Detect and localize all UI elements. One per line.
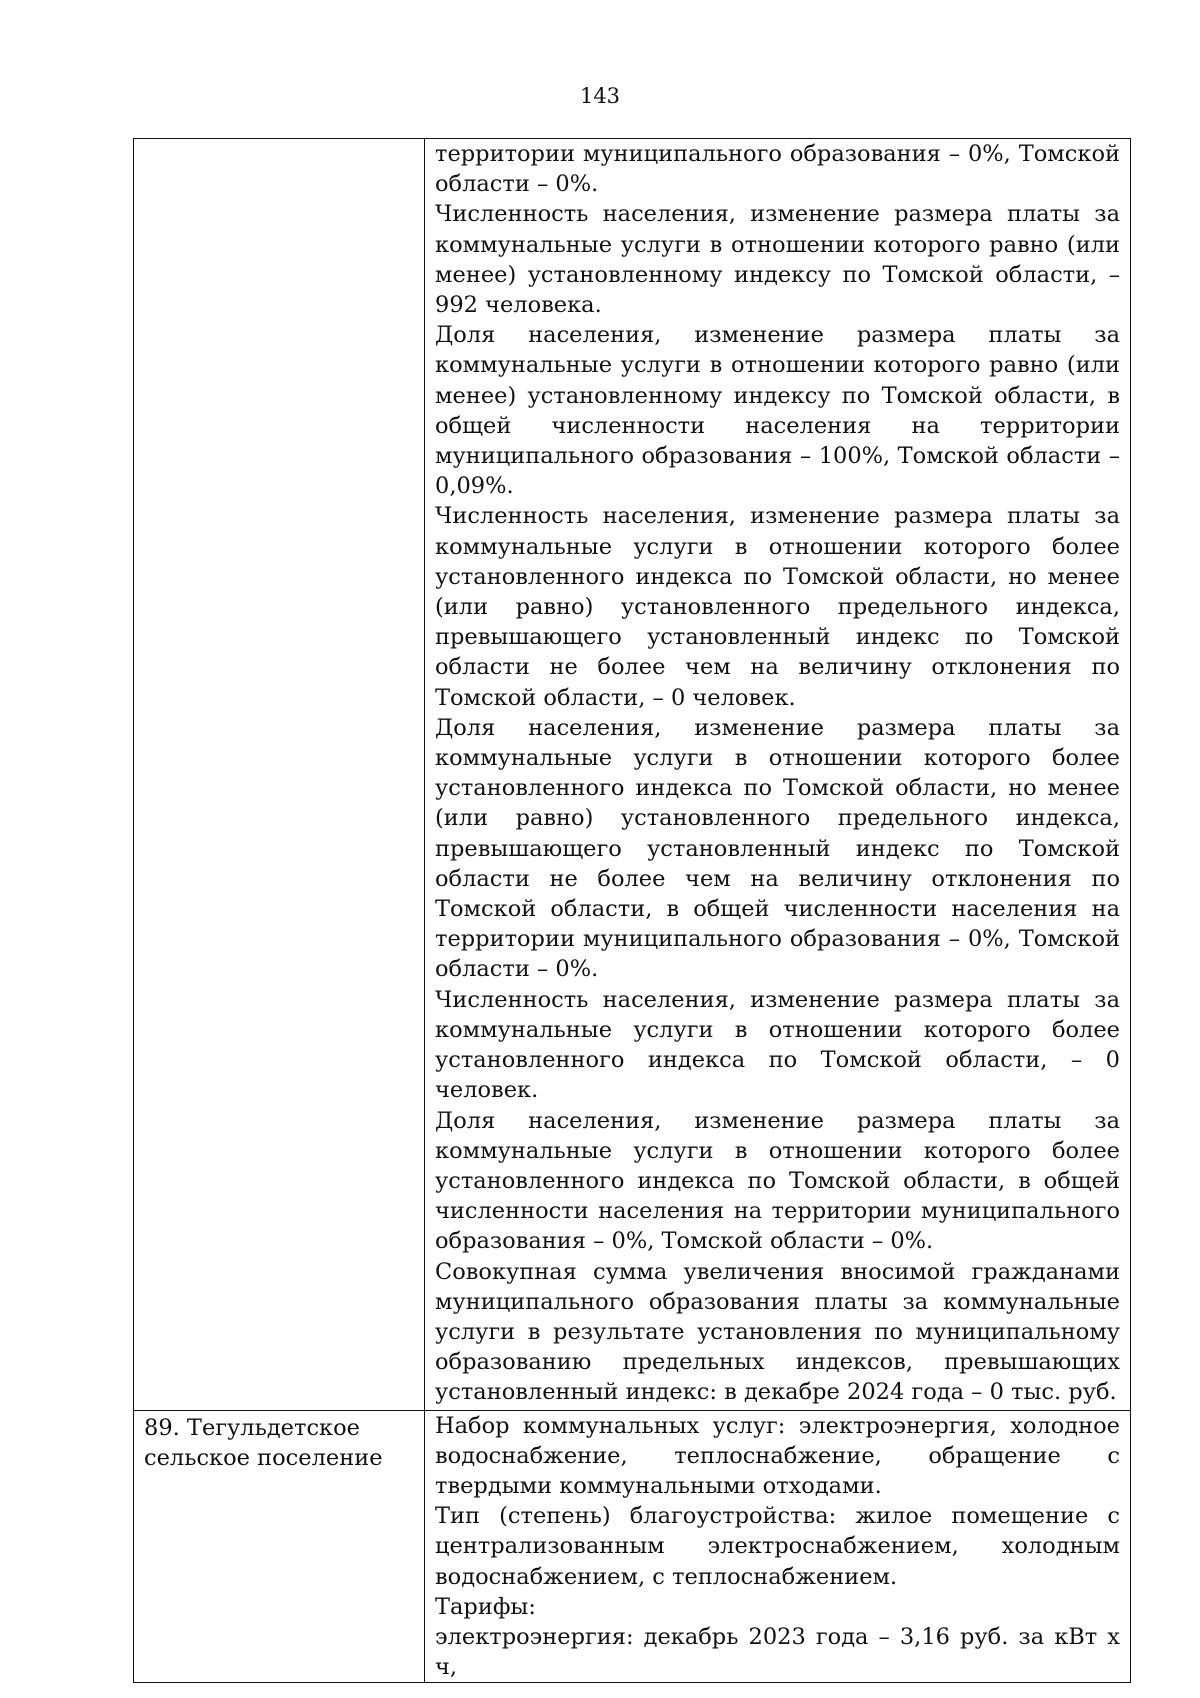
paragraph: Набор коммунальных услуг: электроэнергия, холодное водоснабжение, теплоснабжение, обращение с твердыми коммунальными отходами. <box>435 1412 1120 1499</box>
paragraph: Доля населения, изменение размера платы за коммунальные услуги в отношении которого более установленного индекса по Томской области, в общей численности населения на территории муниципального образования – 0%, Томской области – 0%. <box>435 1107 1120 1255</box>
paragraph: территории муниципального образования – 0%, Томской области – 0%. <box>435 141 1120 198</box>
paragraph: Совокупная сумма увеличения вносимой гражданами муниципального образования платы за коммунальные услуги в результате установления по муниципальному образованию предельных индексов, превышающих установленный индекс: в декабре 2024 года – 0 тыс. руб. <box>435 1258 1120 1406</box>
municipality-cell: 89. Тегульдетское сельское поселение <box>134 1410 425 1683</box>
paragraph: Численность населения, изменение размера платы за коммунальные услуги в отношении которого равно (или менее) установленному индексу по Томской области, – 992 человека. <box>435 201 1120 319</box>
paragraph: электроэнергия: декабрь 2023 года – 3,16 руб. за кВт х ч, <box>435 1623 1120 1681</box>
table-row <box>134 139 1131 1411</box>
description-cell <box>425 139 1131 1411</box>
page-number: 143 <box>579 84 621 108</box>
paragraph: Доля населения, изменение размера платы за коммунальные услуги в отношении которого равно (или менее) установленному индексу по Томской области, в общей численности населения на территории муниципального образования – 100%, Томской области – 0,09%. <box>435 322 1120 500</box>
municipality-cell <box>134 139 425 1411</box>
paragraph: Доля населения, изменение размера платы за коммунальные услуги в отношении которого более установленного индекса по Томской области, но менее (или равно) установленного предельного индекса, превышающего установленный индекс по Томской области не более чем на величину отклонения по Томской области, в общей численности населения на территории муниципального образования – 0%, Томской области – 0%. <box>435 714 1120 983</box>
description-cell <box>425 1410 1131 1683</box>
content-table <box>133 138 1131 1683</box>
paragraph: Тарифы: <box>435 1593 536 1620</box>
paragraph: Тип (степень) благоустройства: жилое помещение с централизованным электроснабжением, холодным водоснабжением, с теплоснабжением. <box>435 1503 1120 1590</box>
paragraph: Численность населения, изменение размера платы за коммунальные услуги в отношении которого более установленного индекса по Томской области, но менее (или равно) установленного предельного индекса, превышающего установленный индекс по Томской области не более чем на величину отклонения по Томской области, – 0 человек. <box>435 503 1120 711</box>
table-row <box>134 1410 1131 1683</box>
paragraph: Численность населения, изменение размера платы за коммунальные услуги в отношении которого более установленного индекса по Томской области, – 0 человек. <box>435 986 1120 1104</box>
